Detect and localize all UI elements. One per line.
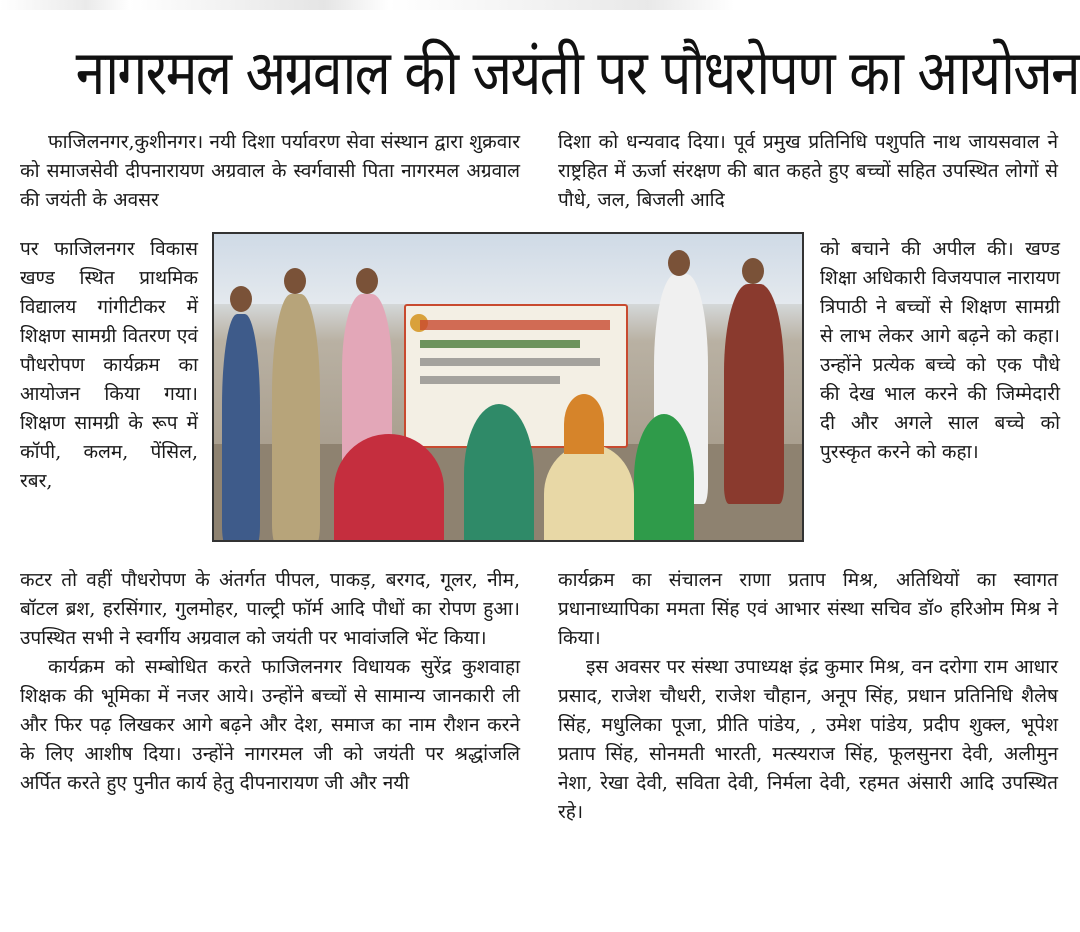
column-2-side [820,235,1060,467]
paragraph: कार्यक्रम को सम्बोधित करते फाजिलनगर विधायक सुरेंद्र कुशवाहा शिक्षक की भूमिका में नजर आये। उन्होंने बच्चों से सामान्य जानकारी ली और फिर पढ़ लिखकर आगे बढ़ने और देश, समाज का नाम रौशन करने के लिए आशीष दिया। उन्होंने नागरमल जी को जयंती पर श्रद्धांजलि अर्पित करते हुए पुनीत कार्य हेतु दीपनारायण जी और नयी [20,656,520,794]
photo-person [564,394,604,454]
column-1-bottom [20,566,520,798]
article-headline: नागरमल अग्रवाल की जयंती पर पौधरोपण का आयोजन [75,36,1079,109]
previous-article-strip [0,0,1080,10]
photo-person [222,314,260,542]
photo-person [634,414,694,542]
photo-person [724,284,784,504]
paragraph: फाजिलनगर,कुशीनगर। नयी दिशा पर्यावरण सेवा संस्थान द्वारा शुक्रवार को समाजसेवी दीपनारायण अग्रवाल के स्वर्गवासी पिता नागरमल अग्रवाल की जयंती के अवसर [20,131,520,211]
event-photo [212,232,804,542]
photo-person [544,444,634,542]
paragraph: दिशा को धन्यवाद दिया। पूर्व प्रमुख प्रतिनिधि पशुपति नाथ जायसवाल ने राष्ट्रहित में ऊर्जा संरक्षण की बात कहते हुए बच्चों सहित उपस्थित लोगों से पौधे, जल, बिजली आदि [558,131,1058,211]
column-2-bottom [558,566,1058,827]
column-1-side [20,235,198,496]
photo-person [464,404,534,542]
column-2-top [558,128,1058,215]
paragraph: पर फाजिलनगर विकास खण्ड स्थित प्राथमिक विद्यालय गांगीटीकर में शिक्षण सामग्री वितरण एवं पौधरोपण कार्यक्रम का आयोजन किया गया। शिक्षण सामग्री के रूप में कॉपी, कलम, पेंसिल, रबर, [20,238,198,492]
photo-person [334,434,444,542]
paragraph: इस अवसर पर संस्था उपाध्यक्ष इंद्र कुमार मिश्र, वन दरोगा राम आधार प्रसाद, राजेश चौधरी, राजेश चौहान, अनूप सिंह, प्रधान प्रतिनिधि शैलेष सिंह, मधुलिका पूजा, प्रीति पांडेय, , उमेश पांडेय, प्रदीप शुक्ल, भूपेश प्रताप सिंह, सोनमती भारती, मत्स्यराज सिंह, फूलसुनरा देवी, अलीमुन नेशा, रेखा देवी, सविता देवी, निर्मला देवी, रहमत अंसारी आदि उपस्थित रहे। [558,656,1058,823]
column-1-top [20,128,520,215]
photo-person [272,294,320,542]
paragraph: कार्यक्रम का संचालन राणा प्रताप मिश्र, अतिथियों का स्वागत प्रधानाध्यापिका ममता सिंह एवं आभार संस्था सचिव डॉ० हरिओम मिश्र ने किया। [558,569,1058,649]
paragraph: कटर तो वहीं पौधरोपण के अंतर्गत पीपल, पाकड़, बरगद, गूलर, नीम, बॉटल ब्रश, हरसिंगार, गुलमोहर, पाल्ट्री फॉर्म आदि पौधों का रोपण हुआ। उपस्थित सभी ने स्वर्गीय अग्रवाल को जयंती पर भावांजलि भेंट किया। [20,569,520,649]
paragraph: को बचाने की अपील की। खण्ड शिक्षा अधिकारी विजयपाल नारायण त्रिपाठी ने बच्चों से शिक्षण सामग्री से लाभ लेकर आगे बढ़ने को कहा। उन्होंने प्रत्येक बच्चे को एक पौधे की देख भाल करने की जिम्मेदारी दी और अगले साल बच्चे को पुरस्कृत करने को कहा। [820,238,1060,463]
